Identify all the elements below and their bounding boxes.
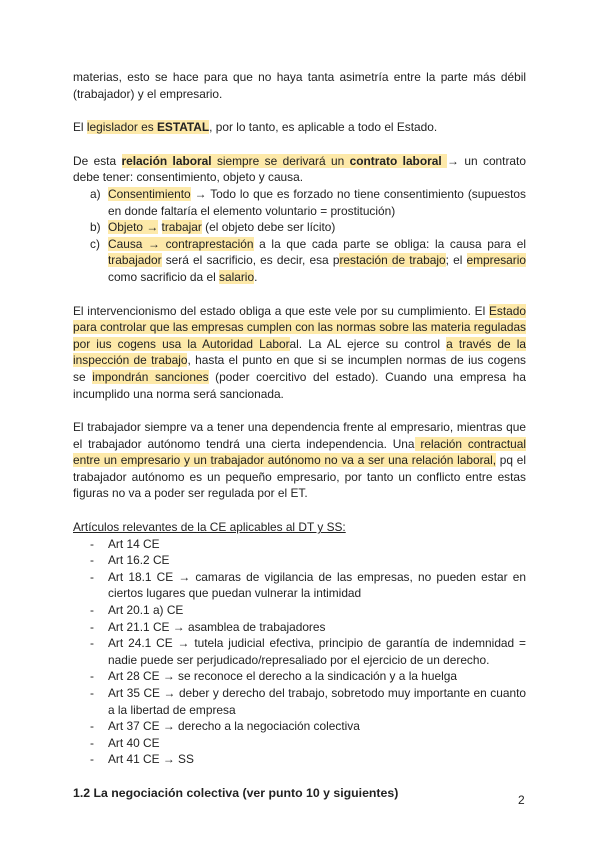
- highlight-legislador: legislador es: [86, 120, 157, 135]
- highlight-empresario: empresario: [466, 253, 526, 268]
- paragraph-relacion-laboral: [73, 153, 526, 186]
- list-bullet: -: [90, 603, 94, 618]
- article-text: Art 24.1 CE → tutela judicial efectiva, principio de garantía de indemnidad = nadie puede ser perjudicado/represaliado por el ejercicio de un derecho.: [108, 636, 526, 667]
- articles-title: Artículos relevantes de la CE aplicables al DT y SS:: [73, 520, 346, 535]
- article-text: Art 21.1 CE → asamblea de trabajadores: [108, 619, 326, 634]
- text-run: (poder coercitivo del estado). Cuando una empresa ha incumplido una norma será sancionada.: [73, 369, 526, 401]
- text-run: como sacrificio da el: [108, 269, 220, 284]
- list-bullet: -: [90, 569, 94, 584]
- list-marker: a): [90, 186, 101, 201]
- highlight-contrato-laboral: contrato laboral: [349, 153, 448, 168]
- list-item-objeto: [73, 219, 526, 236]
- paragraph-dependencia: [73, 419, 526, 502]
- article-text: Art 20.1 a) CE: [108, 603, 184, 618]
- article-item: [73, 718, 526, 735]
- article-item: [73, 619, 526, 636]
- article-item: [73, 536, 526, 553]
- document-page: [73, 69, 526, 802]
- text-run: pq el trabajador autónomo es un pequeño empresario, por tanto un conflicto entre estas figuras no va a poder ser regulada por el ET.: [73, 453, 527, 501]
- list-bullet: -: [90, 553, 94, 568]
- article-item: [73, 668, 526, 685]
- text-run: materias, esto se hace para que no haya tanta asimetría entre la parte más débil (trabajador) y el empresario.: [73, 70, 526, 101]
- highlight-causa: Causa → contraprestación: [108, 236, 254, 251]
- highlight-consentimiento: Consentimiento: [108, 186, 191, 201]
- highlight-text: siempre se derivará un: [211, 153, 350, 168]
- article-item: [73, 552, 526, 569]
- text-run: (el objeto debe ser lícito): [201, 220, 336, 235]
- text-run: → Todo lo que es forzado no tiene consentimiento (supuestos en donde faltaría el elemento voluntario = prostitución): [108, 186, 526, 218]
- highlight-relacion-contractual: relación contractual entre un empresario y un trabajador autónomo no va a ser una relación laboral,: [73, 436, 526, 468]
- text-run: , por lo tanto, es aplicable a todo el Estado.: [209, 120, 438, 135]
- highlight-trabajador: trabajador: [108, 253, 162, 268]
- article-text: Art 18.1 CE → camaras de vigilancia de las empresas, no pueden estar en ciertos lugares que puedan vulnerar la intimidad: [108, 569, 526, 601]
- highlight-trabajar: trabajar: [161, 220, 202, 235]
- list-bullet: -: [90, 636, 94, 651]
- list-item-consentimiento: [73, 186, 526, 219]
- list-bullet: -: [90, 686, 94, 700]
- article-item: [73, 685, 526, 718]
- contract-elements-list: [73, 186, 526, 286]
- highlight-relacion-laboral: relación laboral: [121, 153, 212, 168]
- text-run: al. La AL ejerce su control: [289, 336, 447, 351]
- list-marker: b): [90, 220, 101, 235]
- text-run: El trabajador siempre va a tener una dependencia frente al empresario, mientras que el trabajador autónomo tendrá una cierta independencia. Una: [73, 420, 526, 451]
- highlight-estado-control: Estado para controlar que las empresas cumplen con las normas sobre las materia reguladas por ius cogens usa la Autoridad Labor: [73, 303, 526, 351]
- highlight-salario: salario: [219, 269, 255, 284]
- text-run: será el sacrificio, es decir, esa p: [161, 253, 340, 268]
- list-bullet: -: [90, 719, 94, 734]
- text-run: El intervencionismo del estado obliga a que este vele por su cumplimiento. El: [73, 303, 489, 318]
- article-text: Art 40 CE: [108, 735, 160, 750]
- text-run: De esta: [73, 153, 122, 168]
- highlight-estatal: ESTATAL: [156, 120, 210, 135]
- list-bullet: -: [90, 752, 94, 767]
- article-item: [73, 735, 526, 752]
- article-item: [73, 602, 526, 619]
- highlight-sanciones: impondrán sanciones: [92, 369, 209, 384]
- article-item: [73, 751, 526, 768]
- article-text: Art 35 CE → deber y derecho del trabajo, sobretodo muy importante en cuanto a la libertad de empresa: [108, 686, 526, 717]
- page-number: 2: [518, 793, 525, 807]
- text-run: , hasta el punto en que si se incumplen normas de ius cogens se: [73, 353, 526, 384]
- text-run: El: [73, 120, 87, 135]
- text-run: → un contrato debe tener: consentimiento, objeto y causa.: [73, 153, 526, 185]
- highlight-objeto: Objeto →: [108, 220, 159, 235]
- list-bullet: -: [90, 735, 94, 750]
- highlight-inspeccion: a través de la inspección de trabajo: [73, 336, 526, 368]
- article-text: Art 41 CE → SS: [108, 752, 194, 767]
- articles-list: [73, 536, 526, 768]
- article-text: Art 14 CE: [108, 536, 160, 551]
- article-item: [73, 635, 526, 668]
- section-heading: 1.2 La negociación colectiva (ver punto 10 y siguientes): [73, 785, 399, 800]
- paragraph-intervencionismo: [73, 303, 526, 403]
- paragraph-asimetria: [73, 69, 526, 102]
- article-text: Art 16.2 CE: [108, 553, 170, 568]
- article-text: Art 37 CE → derecho a la negociación colectiva: [108, 719, 360, 734]
- list-item-causa: [73, 236, 526, 286]
- list-bullet: -: [90, 669, 94, 684]
- list-bullet: -: [90, 619, 94, 634]
- article-text: Art 28 CE → se reconoce el derecho a la sindicación y a la huelga: [108, 669, 457, 684]
- article-item: [73, 569, 526, 602]
- list-bullet: -: [90, 536, 94, 551]
- text-run: .: [254, 269, 258, 284]
- text-run: a la que cada parte se obliga: la causa para el: [253, 236, 526, 251]
- text-run: ; el: [445, 253, 467, 268]
- highlight-prestacion: restación de trabajo: [339, 253, 446, 268]
- paragraph-legislador: [73, 119, 526, 136]
- list-marker: c): [90, 236, 100, 251]
